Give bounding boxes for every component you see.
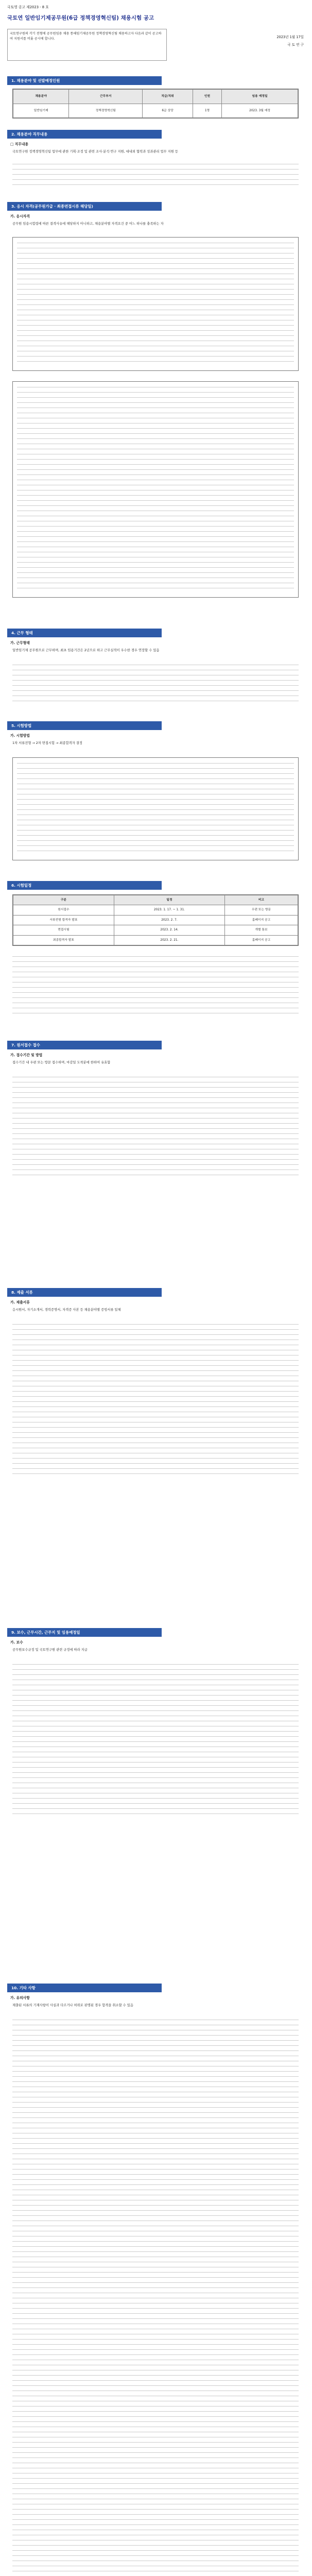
table-row: 일반임기제 정책경영혁신팀 6급 상당 1명 2023. 3월 예정 <box>13 104 298 118</box>
table-header: 인원 <box>193 90 221 104</box>
date-block <box>221 35 304 50</box>
table-header: 채용분야 <box>13 90 69 104</box>
table-header: 구분 <box>13 895 114 905</box>
notice-date: 2023년 1월 17일 <box>276 35 304 39</box>
sub-heading: 가. 보수 <box>10 1640 23 1645</box>
body-text: 접수기간 내 우편 또는 방문 접수하며, 마감일 도착분에 한하여 유효함 <box>12 1061 111 1064</box>
table-header: 일정 <box>114 895 224 905</box>
section-heading: 1. 채용분야 및 선발예정인원 <box>7 76 162 85</box>
table-row: 최종합격자 발표 2023. 2. 21. 홈페이지 공고 <box>13 935 298 945</box>
section-heading: 2. 채용분야 직무내용 <box>7 130 162 139</box>
sub-heading: 가. 유의사항 <box>10 1996 30 2000</box>
table-row: 원서접수 2023. 1. 17. ~ 1. 31. 우편 또는 방문 <box>13 905 298 915</box>
table-header: 근무부서 <box>69 90 143 104</box>
sub-heading: 가. 시험방법 <box>10 734 30 738</box>
body-text: 1차 서류전형 → 2차 면접시험 → 최종합격자 결정 <box>12 741 82 745</box>
body-text: 공무원 임용시험령에 따른 결격사유에 해당하지 아니하고, 채용분야별 자격요건 중 어느 하나를 충족하는 자 <box>12 222 164 226</box>
section-heading: 4. 근무 형태 <box>7 629 162 637</box>
table-row: 서류전형 합격자 발표 2023. 2. 7. 홈페이지 공고 <box>13 915 298 925</box>
recruit-table <box>12 89 299 118</box>
qualification-box <box>12 237 299 371</box>
table-header: 비고 <box>225 895 298 905</box>
exam-box <box>12 757 299 860</box>
qualification-table <box>12 381 299 598</box>
table-header: 임용 예정일 <box>222 90 298 104</box>
sub-heading: 가. 제출서류 <box>10 1300 30 1304</box>
sub-heading: 가. 근무형태 <box>10 641 30 645</box>
section-heading: 5. 시험방법 <box>7 721 162 730</box>
body-text: 응시원서, 자기소개서, 경력증명서, 자격증 사본 등 채용분야별 증빙서류 일체 <box>12 1308 121 1312</box>
section-heading: 10. 기타 사항 <box>7 1984 162 1992</box>
section-heading: 9. 보수, 근무시간, 근무지 및 임용예정일 <box>7 1628 162 1637</box>
section-heading: 8. 제출 서류 <box>7 1288 162 1297</box>
sub-heading: 가. 접수기간 및 방법 <box>10 1053 43 1057</box>
page-title: 국토연 일반임기제공무원(6급 정책경영혁신팀) 채용시험 공고 <box>7 15 154 21</box>
intro-box: 국토연구원의 각기 전형에 공무원임용 채용 통해임기제공무원 정책경영혁신팀 채용하고자 다음과 같이 공고하여 지원서를 비롯 공시에 합니다. <box>7 29 167 61</box>
body-text: 공무원보수규정 및 국토연구원 관련 규정에 따라 지급 <box>12 1648 88 1652</box>
notice-number: 국토영 공고 제2023 - 8 호 <box>7 5 49 9</box>
issuer-name: 국 토 연 구 <box>287 42 304 47</box>
sub-heading: □ 직무내용 <box>10 142 29 146</box>
table-header: 직급/직위 <box>143 90 193 104</box>
schedule-table <box>12 894 299 946</box>
sub-heading: 가. 응시자격 <box>10 214 30 218</box>
body-text: 제출된 서류의 기재사항이 사실과 다르거나 허위로 판명된 경우 합격을 취소할 수 있음 <box>12 2004 133 2007</box>
body-text: 국토연구원 정책경영혁신팀 업무에 관한 기획·조정 및 관련 조사·분석·연구 지원, 대내외 협력과 성과관리 업무 지원 등 <box>12 150 178 154</box>
text-lines <box>12 164 299 190</box>
section-heading: 6. 시험일정 <box>7 881 162 890</box>
section-heading: 7. 원서접수 접수 <box>7 1041 162 1049</box>
section-heading: 3. 응시 자격(공무원가급 · 최종면접시류 해당일) <box>7 202 162 211</box>
body-text: 일반임기제 공무원으로 근무하며, 최초 임용기간은 2년으로 하고 근무실적이 우수한 경우 연장할 수 있음 <box>12 649 160 652</box>
table-row: 면접시험 2023. 2. 14. 개별 통보 <box>13 925 298 935</box>
